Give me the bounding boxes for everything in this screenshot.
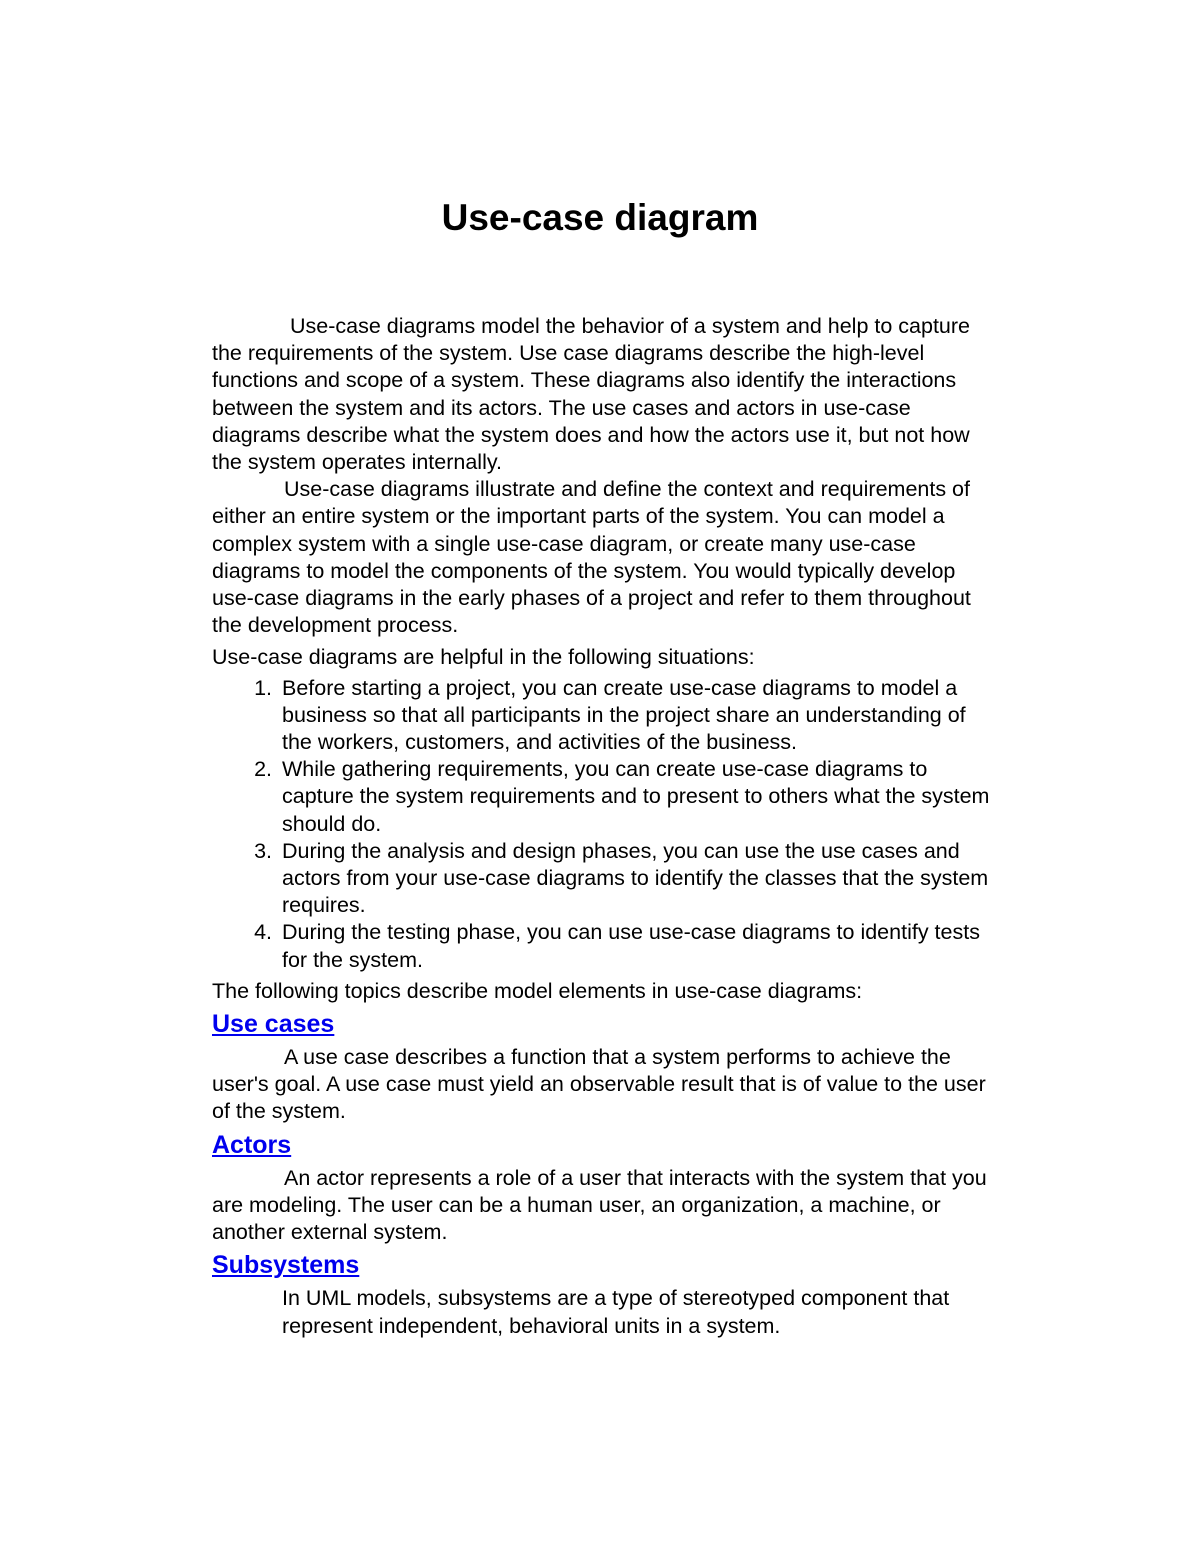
list-item	[254, 919, 992, 973]
list-item	[254, 756, 992, 838]
list-item	[254, 675, 992, 757]
subsystems-link[interactable]: Subsystems	[212, 1251, 360, 1280]
list-item-number: 1.	[254, 675, 272, 700]
subsystems-description: In UML models, subsystems are a type of stereotyped component that represent independent, behavioral units in a system.	[282, 1286, 950, 1338]
actors-link[interactable]: Actors	[212, 1130, 292, 1159]
use-cases-link[interactable]: Use cases	[212, 1010, 335, 1039]
list-item-number: 2.	[254, 757, 272, 782]
use-cases-description: A use case describes a function that a system performs to achieve the user's goal. A use case must yield an observable result that is of value to the user of the system.	[212, 1045, 986, 1124]
intro-paragraph-1: Use-case diagrams model the behavior of a system and help to capture the requirements of the system. Use case diagrams describe the high-level functions and scope of a system. These diagrams also identify the interactions between the system and its actors. The use cases and actors in use-case diagrams describe what the system does and how the actors use it, but not how the system operates internally.	[212, 314, 971, 475]
list-item-text: While gathering requirements, you can create use-case diagrams to capture the system requirements and to present to others what the system should do.	[282, 757, 990, 836]
situations-intro: Use-case diagrams are helpful in the following situations:	[212, 645, 755, 670]
topic-actors	[212, 1126, 992, 1247]
list-item-number: 4.	[254, 920, 272, 945]
topic-use-cases	[212, 1005, 992, 1126]
topics-intro: The following topics describe model elements in use-case diagrams:	[212, 978, 863, 1003]
list-item-number: 3.	[254, 838, 272, 863]
list-item-text: During the testing phase, you can use use-case diagrams to identify tests for the system.	[282, 920, 980, 972]
intro-paragraph-2: Use-case diagrams illustrate and define the context and requirements of either an entire system or the important parts of the system. You can model a complex system with a single use-case diagram, or create many use-case diagrams to model the components of the system. You would typically develop use-case diagrams in the early phases of a project and refer to them throughout the development process.	[212, 477, 971, 638]
list-item	[254, 838, 992, 920]
list-item-text: Before starting a project, you can create use-case diagrams to model a business so that all participants in the project share an understanding of the workers, customers, and activities of the business.	[282, 675, 966, 755]
document-title: Use-case diagram	[441, 197, 759, 238]
situations-list	[212, 675, 992, 974]
actors-description: An actor represents a role of a user that interacts with the system that you are modeling. The user can be a human user, an organization, a machine, or another external system.	[212, 1165, 987, 1245]
list-item-text: During the analysis and design phases, you can use the use cases and actors from your use-case diagrams to identify the classes that the system requires.	[282, 838, 989, 918]
document-body	[212, 313, 992, 1340]
topic-subsystems	[212, 1246, 992, 1339]
